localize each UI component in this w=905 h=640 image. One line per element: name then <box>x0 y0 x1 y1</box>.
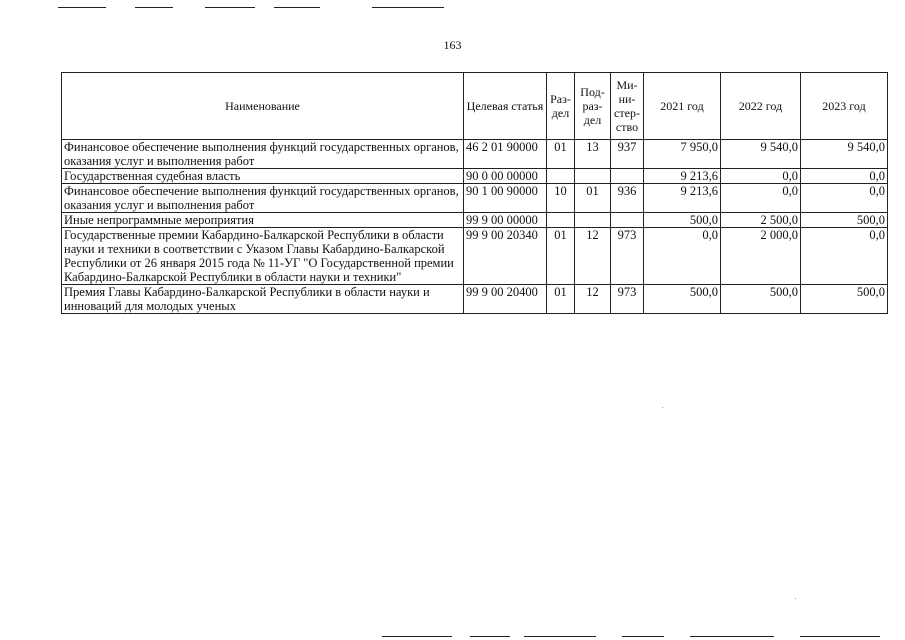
header-ministry: Ми-ни-стер-ство <box>611 73 644 140</box>
table-row <box>62 169 888 184</box>
row-2022: 9 540,0 <box>721 140 801 169</box>
row-subsection: 01 <box>575 184 611 213</box>
scan-artifact-line <box>274 7 320 8</box>
row-ministry <box>611 213 644 228</box>
row-section: 10 <box>547 184 575 213</box>
row-2021: 500,0 <box>644 213 721 228</box>
scan-artifact-line <box>382 636 452 637</box>
row-2023: 9 540,0 <box>801 140 888 169</box>
row-2023: 0,0 <box>801 228 888 285</box>
table-row <box>62 140 888 169</box>
row-section: 01 <box>547 140 575 169</box>
scan-artifact-line <box>372 7 444 8</box>
row-subsection: 12 <box>575 285 611 314</box>
scan-artifact-line <box>205 7 255 8</box>
row-section <box>547 213 575 228</box>
scan-artifact-line <box>622 636 664 637</box>
row-ministry: 937 <box>611 140 644 169</box>
row-subsection <box>575 169 611 184</box>
table-row <box>62 228 888 285</box>
row-target-article: 90 1 00 90000 <box>464 184 547 213</box>
scan-artifact-line <box>524 636 596 637</box>
row-ministry <box>611 169 644 184</box>
scan-artifact-line <box>470 636 510 637</box>
row-2022: 500,0 <box>721 285 801 314</box>
row-2021: 7 950,0 <box>644 140 721 169</box>
row-section <box>547 169 575 184</box>
row-2021: 500,0 <box>644 285 721 314</box>
row-2022: 2 000,0 <box>721 228 801 285</box>
row-name: Премия Главы Кабардино-Балкарской Республики в области науки и инноваций для молодых ученых <box>62 285 464 314</box>
row-2023: 0,0 <box>801 184 888 213</box>
row-target-article: 99 9 00 20400 <box>464 285 547 314</box>
row-2023: 0,0 <box>801 169 888 184</box>
budget-table <box>61 72 888 314</box>
scan-speck <box>795 598 796 599</box>
table-row <box>62 184 888 213</box>
row-2022: 2 500,0 <box>721 213 801 228</box>
row-ministry: 936 <box>611 184 644 213</box>
row-subsection: 12 <box>575 228 611 285</box>
row-2021: 9 213,6 <box>644 169 721 184</box>
header-2023: 2023 год <box>801 73 888 140</box>
row-name: Государственные премии Кабардино-Балкарской Республики в области науки и техники в соответствии с Указом Главы Кабардино-Балкарской Республики от 26 января 2015 года № 11-УГ "О Государственной премии Кабардино-Балкарской Республики в области науки и техники" <box>62 228 464 285</box>
row-ministry: 973 <box>611 285 644 314</box>
row-target-article: 46 2 01 90000 <box>464 140 547 169</box>
row-section: 01 <box>547 228 575 285</box>
row-name: Иные непрограммные мероприятия <box>62 213 464 228</box>
header-subsection: Под-раз-дел <box>575 73 611 140</box>
row-subsection <box>575 213 611 228</box>
row-target-article: 99 9 00 20340 <box>464 228 547 285</box>
row-name: Финансовое обеспечение выполнения функций государственных органов, оказания услуг и выполнения работ <box>62 140 464 169</box>
scan-artifact-line <box>690 636 774 637</box>
scan-artifact-line <box>135 7 173 8</box>
header-section: Раз-дел <box>547 73 575 140</box>
row-2021: 9 213,6 <box>644 184 721 213</box>
scan-artifact-line <box>58 7 106 8</box>
scan-speck <box>662 407 663 408</box>
header-name: Наименование <box>62 73 464 140</box>
row-name: Финансовое обеспечение выполнения функций государственных органов, оказания услуг и выполнения работ <box>62 184 464 213</box>
row-2022: 0,0 <box>721 184 801 213</box>
table-row <box>62 285 888 314</box>
row-subsection: 13 <box>575 140 611 169</box>
page-number: 163 <box>443 38 462 52</box>
row-name: Государственная судебная власть <box>62 169 464 184</box>
table-row <box>62 213 888 228</box>
row-target-article: 90 0 00 00000 <box>464 169 547 184</box>
header-2022: 2022 год <box>721 73 801 140</box>
row-ministry: 973 <box>611 228 644 285</box>
row-2023: 500,0 <box>801 213 888 228</box>
table-header-row <box>62 73 888 140</box>
scan-artifact-line <box>800 636 880 637</box>
row-2022: 0,0 <box>721 169 801 184</box>
row-2021: 0,0 <box>644 228 721 285</box>
row-2023: 500,0 <box>801 285 888 314</box>
header-2021: 2021 год <box>644 73 721 140</box>
row-target-article: 99 9 00 00000 <box>464 213 547 228</box>
row-section: 01 <box>547 285 575 314</box>
header-target-article: Целевая статья <box>464 73 547 140</box>
